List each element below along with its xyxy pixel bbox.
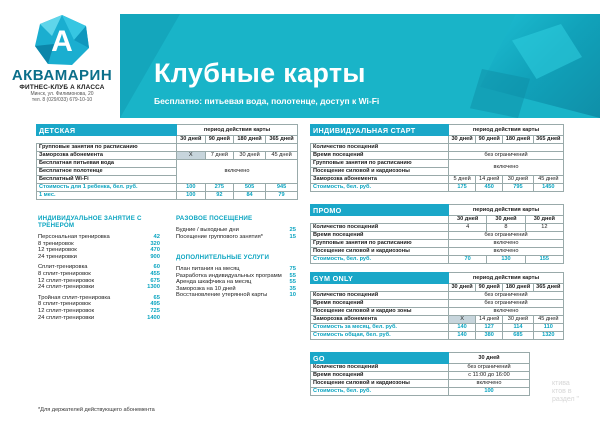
row-label: Посещение силовой и кардиозоны <box>311 380 449 388</box>
value-cell: без ограничений <box>449 292 564 300</box>
price-cell: 795 <box>503 184 533 192</box>
footnote: *Для держателей действующего абонемента <box>38 407 155 413</box>
row-label: Время посещений <box>311 152 449 160</box>
row-label: Количество посещений <box>311 364 449 372</box>
page-title: Клубные карты <box>154 58 366 88</box>
days-col: 90 дней <box>476 284 503 292</box>
value-cell: 8 <box>487 224 525 232</box>
days-col: 180 дней <box>234 136 266 144</box>
cost-label: Стоимость для 1 ребенка, бел. руб. <box>37 184 177 192</box>
price-row: Будние / выходные дни 25 <box>176 227 296 233</box>
price-list-one-time <box>176 215 296 240</box>
price-row: Разработка индивидуальных программ 55 <box>176 272 296 279</box>
row-label: Количество посещений <box>311 224 449 232</box>
value-cell: без ограничений <box>449 300 564 308</box>
freeze-cell: 14 дней <box>476 176 503 184</box>
price-row: 8 тренировок 320 <box>38 240 160 247</box>
row-label: Бесплатный Wi-Fi <box>37 176 177 184</box>
price-row: Заморозка на 10 дней 35 <box>176 285 296 292</box>
included-cell: включено <box>177 160 298 184</box>
value-cell: без ограничений <box>449 152 564 160</box>
card-gym-only <box>310 272 564 340</box>
value-cell: включено <box>449 380 530 388</box>
days-col: 365 дней <box>533 284 563 292</box>
cost-label: Стоимость общая, бел. руб. <box>311 332 449 340</box>
price-row: Аренда шкафчика на месяц 55 <box>176 279 296 286</box>
cost-label: Стоимость, бел. руб. <box>311 184 449 192</box>
period-label: период действия карты <box>449 273 564 284</box>
freeze-cell: 45 дней <box>533 176 563 184</box>
value-cell: с 11:00 до 16:00 <box>449 372 530 380</box>
value-cell: 12 <box>525 224 563 232</box>
row-label: Посещение силовой и кардиозоны <box>311 168 449 176</box>
row-label: Время посещений <box>311 372 449 380</box>
freeze-cell: 5 дней <box>449 176 476 184</box>
price-row: План питания на месяц 75 <box>176 266 296 272</box>
value-cell: без ограничений <box>449 232 564 240</box>
price-cell: 70 <box>449 256 487 264</box>
row-label: Посещение силовой и кардиозоны <box>311 248 449 256</box>
row-label: Время посещений <box>311 232 449 240</box>
row-label: Количество посещений <box>311 144 449 152</box>
price-row: 24 тренировки 900 <box>38 253 160 260</box>
value-cell <box>449 144 564 152</box>
row-label: Групповые занятия по расписанию <box>37 144 177 152</box>
card-title: ПРОМО <box>311 205 449 216</box>
value-cell: включено <box>449 240 564 248</box>
card-go <box>310 352 530 396</box>
page-subtitle: Бесплатно: питьевая вода, полотенце, доступ к Wi-Fi <box>154 96 380 106</box>
cost-label: 1 мес. <box>37 192 177 200</box>
price-cell: 1320 <box>533 332 563 340</box>
days-col: 30 дней <box>525 216 563 224</box>
price-cell: 127 <box>476 324 503 332</box>
days-col: 30 дней <box>449 353 530 364</box>
price-cell: 110 <box>533 324 563 332</box>
price-list-trainer <box>38 215 160 321</box>
row-label: Заморозка абонемента <box>311 316 449 324</box>
price-cell: 945 <box>266 184 298 192</box>
brand-phone: тел. 8 (029/033) 679-10-10 <box>31 97 93 103</box>
brand-tagline: ФИТНЕС-КЛУБ А КЛАССА <box>19 84 105 91</box>
price-row: Посещение группового занятия* 15 <box>176 233 296 240</box>
row-label: Количество посещений <box>311 292 449 300</box>
price-cell: 275 <box>205 184 234 192</box>
row-label: Бесплатная питьевая вода <box>37 160 177 168</box>
section-heading: ИНДИВИДУАЛЬНОЕ ЗАНЯТИЕ С ТРЕНЕРОМ <box>38 215 142 229</box>
row-label: Посещение силовой и кардио зоны <box>311 308 449 316</box>
price-cell: 114 <box>503 324 533 332</box>
price-cell: 685 <box>503 332 533 340</box>
price-cell: 140 <box>449 324 476 332</box>
period-label: период действия карты <box>177 125 298 136</box>
value-cell: без ограничений <box>449 364 530 372</box>
brand-block <box>6 4 118 116</box>
freeze-cell: 14 дней <box>476 316 503 324</box>
price-row: 8 сплит-тренировок 495 <box>38 301 160 308</box>
card-title: ИНДИВИДУАЛЬНАЯ СТАРТ <box>311 125 449 136</box>
cost-label: Стоимость, бел. руб. <box>311 256 449 264</box>
price-row: Сплит-тренировка 60 <box>38 264 160 271</box>
brand-name: АКВАМАРИН <box>11 67 113 84</box>
days-col: 30 дней <box>449 216 487 224</box>
watermark: ктива ктов в раздел " <box>552 380 580 403</box>
row-label: Бесплатное полотенце <box>37 168 177 176</box>
price-cell: 100 <box>177 184 206 192</box>
freeze-cell: 45 дней <box>533 316 563 324</box>
freeze-cell: 30 дней <box>234 152 266 160</box>
price-cell: 450 <box>476 184 503 192</box>
value-cell: 4 <box>449 224 487 232</box>
card-detskaya <box>36 124 298 200</box>
cost-label: Стоимость, бел. руб. <box>311 388 449 396</box>
price-row: Восстановление утерянной карты 10 <box>176 292 296 299</box>
logo-letter: A <box>51 25 73 58</box>
included-cell <box>177 144 298 152</box>
days-col: 30 дней <box>487 216 525 224</box>
included-cell: включено <box>449 160 564 176</box>
period-label: период действия карты <box>449 205 564 216</box>
days-col: 90 дней <box>205 136 234 144</box>
row-label: Групповые занятия по расписанию <box>311 160 449 168</box>
value-cell: включено <box>449 248 564 256</box>
brand-address: Минск, ул. Филимонова, 20 <box>30 91 94 97</box>
price-row: 24 сплит-тренировки 1300 <box>38 284 160 291</box>
freeze-cell: 7 дней <box>205 152 234 160</box>
freeze-cell: X <box>177 152 206 160</box>
price-cell: 130 <box>487 256 525 264</box>
price-cell: 100 <box>177 192 206 200</box>
price-row: 12 сплит-тренировок 675 <box>38 277 160 284</box>
card-title: GYM ONLY <box>311 273 449 284</box>
logo-icon <box>34 14 90 66</box>
price-cell: 92 <box>205 192 234 200</box>
price-cell: 84 <box>234 192 266 200</box>
value-cell: включено <box>449 308 564 316</box>
card-promo <box>310 204 564 264</box>
cost-label: Стоимость за месяц, бел. руб. <box>311 324 449 332</box>
section-heading: РАЗОВОЕ ПОСЕЩЕНИЕ <box>176 215 253 222</box>
days-col: 180 дней <box>503 136 533 144</box>
price-cell: 155 <box>525 256 563 264</box>
price-cell: 380 <box>476 332 503 340</box>
price-row: 12 тренировок 470 <box>38 247 160 254</box>
price-cell: 505 <box>234 184 266 192</box>
price-cell: 100 <box>449 388 530 396</box>
price-row: 8 сплит-тренировок 455 <box>38 270 160 277</box>
days-col: 90 дней <box>476 136 503 144</box>
days-col: 30 дней <box>449 136 476 144</box>
price-row: Персональная тренировка 42 <box>38 234 160 240</box>
days-col: 30 дней <box>177 136 206 144</box>
price-row: 24 сплит-тренировки 1400 <box>38 314 160 321</box>
row-label: Заморозка абонемента <box>311 176 449 184</box>
days-col: 365 дней <box>533 136 563 144</box>
price-cell: 140 <box>449 332 476 340</box>
freeze-cell: 30 дней <box>503 176 533 184</box>
card-individual-start <box>310 124 564 192</box>
row-label: Групповые занятия по расписанию <box>311 240 449 248</box>
price-cell: 175 <box>449 184 476 192</box>
card-title: GO <box>311 353 449 364</box>
days-col: 180 дней <box>503 284 533 292</box>
days-col: 365 дней <box>266 136 298 144</box>
freeze-cell: 45 дней <box>266 152 298 160</box>
price-list-extra <box>176 254 296 299</box>
price-cell: 79 <box>266 192 298 200</box>
price-row: 12 сплит-тренировок 725 <box>38 307 160 314</box>
freeze-cell: X <box>449 316 476 324</box>
price-cell: 1450 <box>533 184 563 192</box>
card-title: ДЕТСКАЯ <box>37 125 177 136</box>
period-label: период действия карты <box>449 125 564 136</box>
freeze-cell: 30 дней <box>503 316 533 324</box>
price-row: Тройная сплит-тренировка 65 <box>38 294 160 301</box>
header <box>0 0 600 118</box>
section-heading: ДОПОЛНИТЕЛЬНЫЕ УСЛУГИ <box>176 254 270 261</box>
row-label: Заморозка абонемента <box>37 152 177 160</box>
days-col: 30 дней <box>449 284 476 292</box>
row-label: Время посещений <box>311 300 449 308</box>
